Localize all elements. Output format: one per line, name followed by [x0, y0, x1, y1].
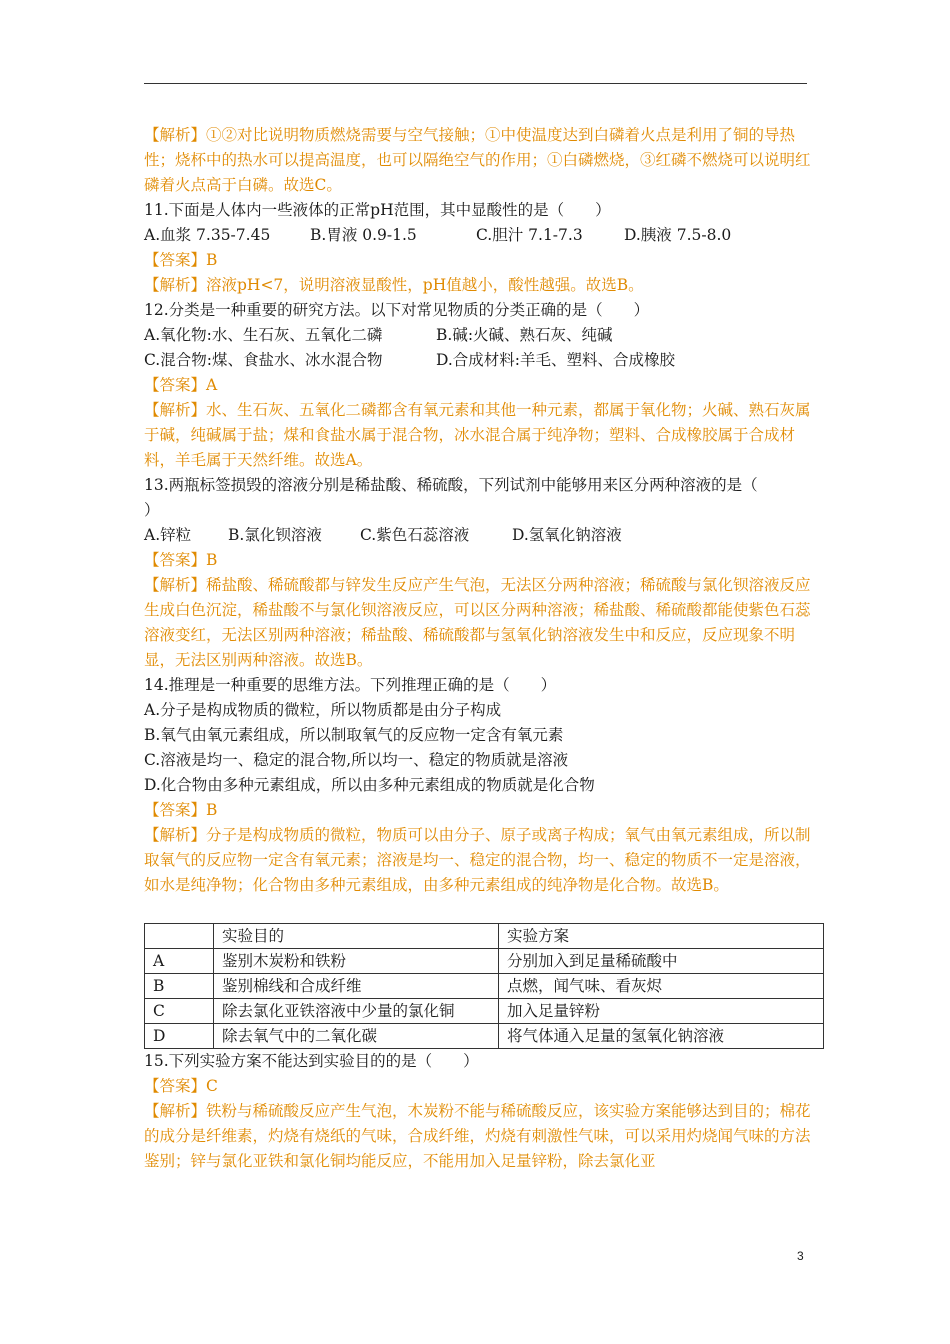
table-row: [145, 974, 824, 999]
header-rule: [144, 83, 807, 84]
q15-analysis: 【解析】铁粉与稀硫酸反应产生气泡，木炭粉不能与稀硫酸反应，该实验方案能够达到目的；棉花的成分是纤维素，灼烧有烧纸的气味，合成纤维，灼烧有刺激性气味，可以采用灼烧闻气味的方法鉴别；锌与氯化亚铁和氯化铜均能反应，不能用加入足量锌粉，除去氯化亚: [144, 1102, 811, 1170]
page-content: [144, 123, 824, 1174]
q13-answer: 【答案】B: [144, 551, 218, 569]
q12-option-a: A.氧化物:水、生石灰、五氧化二磷: [144, 326, 383, 344]
table-cell: C: [145, 999, 214, 1024]
table-header-cell: 实验方案: [499, 924, 824, 949]
q11-option-d: D.胰液 7.5-8.0: [624, 226, 732, 244]
table-row: [145, 949, 824, 974]
q12-options-row1: [144, 323, 824, 348]
table-header-row: [145, 924, 824, 949]
q12-option-b: B.碱:火碱、熟石灰、纯碱: [436, 326, 613, 344]
q14-option-c: C.溶液是均一、稳定的混合物,所以均一、稳定的物质就是溶液: [144, 751, 569, 769]
table-cell: 除去氯化亚铁溶液中少量的氯化铜: [214, 999, 499, 1024]
q14-stem: 14.推理是一种重要的思维方法。下列推理正确的是（ ）: [144, 676, 557, 694]
q12-stem: 12.分类是一种重要的研究方法。以下对常见物质的分类正确的是（ ）: [144, 301, 650, 319]
q11-option-c: C.胆汁 7.1-7.3: [476, 226, 583, 244]
q14-option-d: D.化合物由多种元素组成，所以由多种元素组成的物质就是化合物: [144, 776, 595, 794]
table-cell: 鉴别木炭粉和铁粉: [214, 949, 499, 974]
table-header-cell: 实验目的: [214, 924, 499, 949]
q12-analysis: 【解析】水、生石灰、五氧化二磷都含有氧元素和其他一种元素，都属于氧化物；火碱、熟石灰属于碱，纯碱属于盐；煤和食盐水属于混合物，冰水混合属于纯净物；塑料、合成橡胶属于合成材料，羊毛属于天然纤维。故选A。: [144, 401, 811, 469]
q14-analysis: 【解析】分子是构成物质的微粒，物质可以由分子、原子或离子构成；氧气由氧元素组成，所以制取氧气的反应物一定含有氧元素；溶液是均一、稳定的混合物，均一、稳定的物质不一定是溶液，如水是纯净物；化合物由多种元素组成，由多种元素组成的纯净物是化合物。故选B。: [144, 826, 811, 894]
q13-option-b: B.氯化钡溶液: [228, 526, 322, 544]
table-cell: 将气体通入足量的氢氧化钠溶液: [499, 1024, 824, 1049]
q10-analysis: 【解析】①②对比说明物质燃烧需要与空气接触；①中使温度达到白磷着火点是利用了铜的导热性；烧杯中的热水可以提高温度，也可以隔绝空气的作用；①白磷燃烧，③红磷不燃烧可以说明红磷着火点高于白磷。故选C。: [144, 126, 811, 194]
q12-answer: 【答案】A: [144, 376, 218, 394]
table-cell: B: [145, 974, 214, 999]
q13-option-d: D.氢氧化钠溶液: [512, 526, 622, 544]
q11-answer: 【答案】B: [144, 251, 218, 269]
q14-option-b: B.氧气由氧元素组成，所以制取氧气的反应物一定含有氧元素: [144, 726, 564, 744]
q12-option-c: C.混合物:煤、食盐水、冰水混合物: [144, 351, 383, 369]
q11-options: [144, 223, 824, 248]
q11-stem: 11.下面是人体内一些液体的正常pH范围，其中显酸性的是（ ）: [144, 201, 611, 219]
q13-options: [144, 523, 824, 548]
q11-option-a: A.血浆 7.35-7.45: [144, 226, 271, 244]
q13-option-c: C.紫色石蕊溶液: [360, 526, 470, 544]
table-cell: 点燃，闻气味、看灰烬: [499, 974, 824, 999]
q14-answer: 【答案】B: [144, 801, 218, 819]
q11-analysis: 【解析】溶液pH<7，说明溶液显酸性，pH值越小，酸性越强。故选B。: [144, 276, 644, 294]
experiment-table: [144, 923, 824, 1049]
table-cell: A: [145, 949, 214, 974]
q15-answer: 【答案】C: [144, 1077, 218, 1095]
table-row: [145, 999, 824, 1024]
q15-stem: 15.下列实验方案不能达到实验目的的是（ ）: [144, 1052, 479, 1070]
q12-option-d: D.合成材料:羊毛、塑料、合成橡胶: [436, 351, 676, 369]
q12-options-row2: [144, 348, 824, 373]
q13-stem-line1: 13.两瓶标签损毁的溶液分别是稀盐酸、稀硫酸，下列试剂中能够用来区分两种溶液的是（: [144, 476, 758, 494]
table-header-cell: [145, 924, 214, 949]
q14-option-a: A.分子是构成物质的微粒，所以物质都是由分子构成: [144, 701, 502, 719]
q13-stem-line2: ）: [144, 501, 160, 519]
q13-analysis: 【解析】稀盐酸、稀硫酸都与锌发生反应产生气泡，无法区分两种溶液；稀硫酸与氯化钡溶液反应生成白色沉淀，稀盐酸不与氯化钡溶液反应，可以区分两种溶液；稀盐酸、稀硫酸都能使紫色石蕊溶液变红，无法区别两种溶液；稀盐酸、稀硫酸都与氢氧化钠溶液发生中和反应，反应现象不明显，无法区别两种溶液。故选B。: [144, 576, 811, 669]
table-cell: D: [145, 1024, 214, 1049]
q11-option-b: B.胃液 0.9-1.5: [310, 226, 417, 244]
table-cell: 鉴别棉线和合成纤维: [214, 974, 499, 999]
page-number: 3: [797, 1249, 804, 1263]
table-row: [145, 1024, 824, 1049]
table-cell: 加入足量锌粉: [499, 999, 824, 1024]
table-cell: 分别加入到足量稀硫酸中: [499, 949, 824, 974]
table-cell: 除去氧气中的二氧化碳: [214, 1024, 499, 1049]
q13-option-a: A.锌粒: [144, 526, 192, 544]
